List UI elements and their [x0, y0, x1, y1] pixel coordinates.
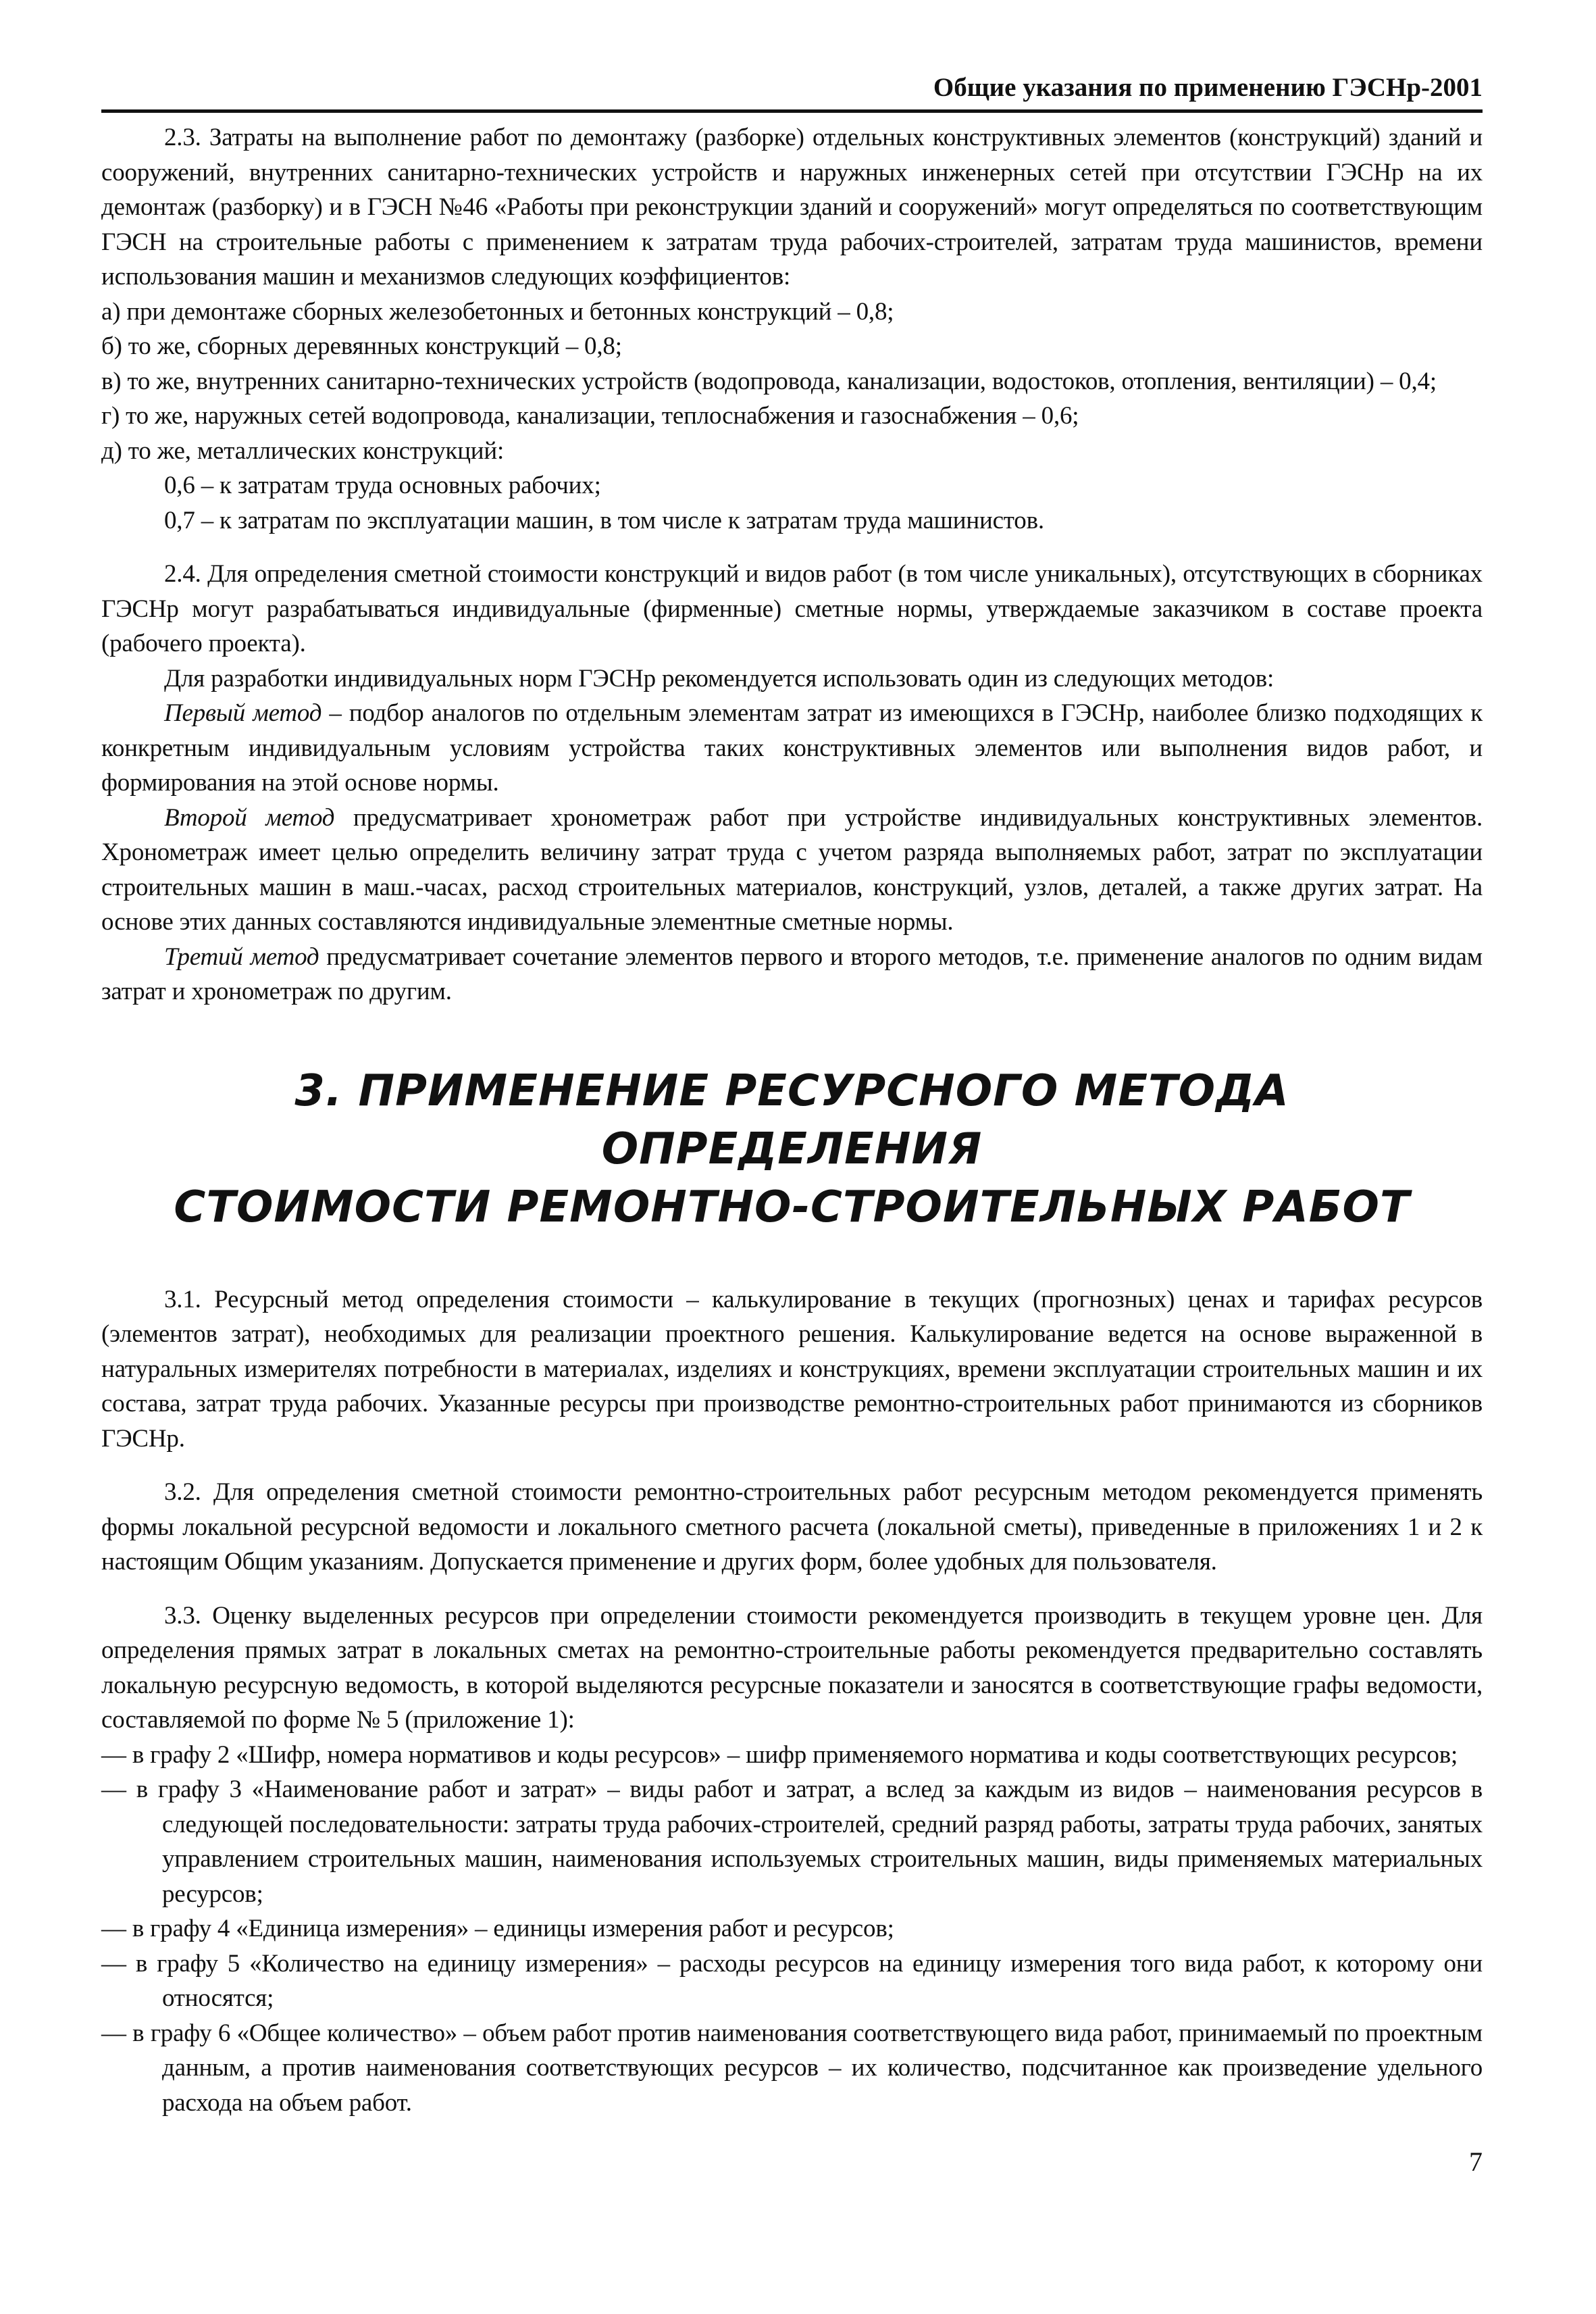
section-3-title-line-2: СТОИМОСТИ РЕМОНТНО-СТРОИТЕЛЬНЫХ РАБОТ: [174, 1182, 1410, 1232]
paragraph-methods-intro: Для разработки индивидуальных норм ГЭСНр рекомендуется использовать один из следующих методов:: [164, 664, 1275, 693]
dash-item-column-5: — в графу 5 «Количество на единицу измерения» – расходы ресурсов на единицу измерения того вида работ, к которому они относятся;: [101, 1949, 1483, 2012]
list-item-g: г) то же, наружных сетей водопровода, канализации, теплоснабжения и газоснабжения – 0,6;: [101, 402, 1079, 430]
dash-item-column-4: — в графу 4 «Единица измерения» – единицы измерения работ и ресурсов;: [101, 1915, 894, 1942]
paragraph-method-3: [101, 940, 1483, 1009]
list-item-v: в) то же, внутренних санитарно-технических устройств (водопровода, канализации, водостоков, отопления, вентиляции) – 0,4;: [101, 367, 1437, 395]
list-item-a: а) при демонтаже сборных железобетонных и бетонных конструкций – 0,8;: [101, 297, 894, 326]
method-2-name: Второй метод: [164, 803, 335, 832]
header-rule: [101, 109, 1483, 113]
dash-item-column-2: — в графу 2 «Шифр, номера нормативов и коды ресурсов» – шифр применяемого норматива и коды соответствующих ресурсов;: [101, 1740, 1458, 1769]
list-item-b: б) то же, сборных деревянных конструкций – 0,8;: [101, 332, 622, 360]
list-item-d: д) то же, металлических конструкций:: [101, 436, 505, 465]
method-1-text: – подбор аналогов по отдельным элементам затрат из имеющихся в ГЭСНр, наиболее близко подходящих к конкретным индивидуальным условиям устройства таких конструктивных элементов или выполнения видов работ, и формирования на этой основе нормы.: [101, 699, 1483, 797]
method-3-name: Третий метод: [164, 942, 319, 971]
dash-item-column-6: — в графу 6 «Общее количество» – объем работ против наименования соответствующего вида работ, принимаемый по проектным данным, а против наименования соответствующих ресурсов – их количество, подсчитанное как произведение удельного расхода на объем работ.: [101, 2019, 1483, 2117]
page-number: 7: [1469, 2146, 1483, 2177]
section-3-title-line-1: 3. ПРИМЕНЕНИЕ РЕСУРСНОГО МЕТОДА ОПРЕДЕЛЕНИЯ: [294, 1065, 1289, 1174]
paragraph-3-3: 3.3. Оценку выделенных ресурсов при определении стоимости рекомендуется производить в текущем уровне цен. Для определения прямых затрат в локальных сметах на ремонтно-строительные работы рекомендуется предварительно составлять локальную ресурсную ведомость, в которой выделяются ресурсные показатели и заносятся в соответствующие графы ведомости, составляемой по форме № 5 (приложение 1):: [101, 1601, 1483, 1734]
sub-item-1: 0,6 – к затратам труда основных рабочих;: [164, 472, 601, 499]
section-3-title: [101, 1062, 1483, 1236]
method-2-text: предусматривает хронометраж работ при устройстве индивидуальных конструктивных элементов. Хронометраж имеет целью определить величину затрат труда с учетом разряда выполняемых работ, затрат по эксплуатации строительных машин в маш.-часах, расход строительных материалов, конструкций, узлов, деталей, а также других затрат. На основе этих данных составляются индивидуальные элементные сметные нормы.: [101, 803, 1483, 936]
paragraph-3-2: 3.2. Для определения сметной стоимости ремонтно-строительных работ ресурсным методом рекомендуется применять формы локальной ресурсной ведомости и локального сметного расчета (локальной сметы), приведенные в приложениях 1 и 2 к настоящим Общим указаниям. Допускается применение и других форм, более удобных для пользователя.: [101, 1478, 1483, 1576]
method-3-text: предусматривает сочетание элементов первого и второго методов, т.е. применение аналогов по одним видам затрат и хронометраж по другим.: [101, 942, 1483, 1005]
dash-item-column-3: — в графу 3 «Наименование работ и затрат» – виды работ и затрат, а вслед за каждым из видов – наименования ресурсов в следующей последовательности: затраты труда рабочих-строителей, средний разряд работы, затраты труда рабочих, занятых управлением строительных машин, наименования используемых строительных машин, виды применяемых материальных ресурсов;: [101, 1776, 1483, 1908]
running-header: Общие указания по применению ГЭСНр-2001: [933, 73, 1483, 102]
paragraph-2-4: 2.4. Для определения сметной стоимости конструкций и видов работ (в том числе уникальных), отсутствующих в сборниках ГЭСНр могут разрабатываться индивидуальные (фирменные) сметные нормы, утверждаемые заказчиком в составе проекта (рабочего проекта).: [101, 560, 1483, 657]
sub-item-2: 0,7 – к затратам по эксплуатации машин, в том числе к затратам труда машинистов.: [164, 506, 1044, 534]
paragraph-method-2: [101, 801, 1483, 940]
paragraph-2-3: 2.3. Затраты на выполнение работ по демонтажу (разборке) отдельных конструктивных элементов (конструкций) зданий и сооружений, внутренних санитарно-технических устройств и наружных инженерных сетей при отсутствии ГЭСНр на их демонтаж (разборку) и в ГЭСН №46 «Работы при реконструкции зданий и сооружений» могут определяться по соответствующим ГЭСН на строительные работы с применением к затратам труда рабочих-строителей, затратам труда машинистов, времени использования машин и механизмов следующих коэффициентов:: [101, 124, 1483, 291]
method-1-name: Первый метод: [164, 699, 322, 727]
page-body: [101, 120, 1483, 2120]
paragraph-3-1: 3.1. Ресурсный метод определения стоимости – калькулирование в текущих (прогнозных) ценах и тарифах ресурсов (элементов затрат), необходимых для реализации проектного решения. Калькулирование ведется на основе выраженной в натуральных измерителях потребности в материалах, изделиях и конструкциях, времени эксплуатации строительных машин и их состава, затрат труда рабочих. Указанные ресурсы при производстве ремонтно-строительных работ принимаются из сборников ГЭСНр.: [101, 1285, 1483, 1453]
paragraph-method-1: [101, 696, 1483, 801]
